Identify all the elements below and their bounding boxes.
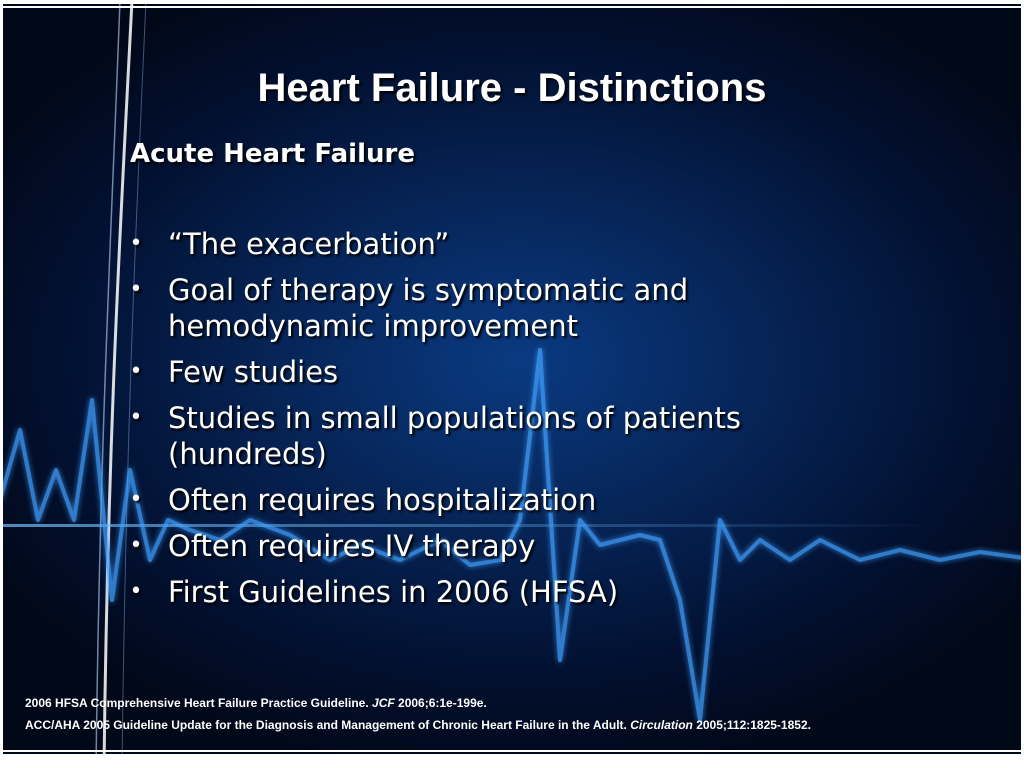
bullet-text: Studies in small populations of patients (hundreds) — [168, 401, 742, 471]
references — [25, 692, 1015, 736]
frame-left-border — [0, 0, 3, 768]
bullet-text: Often requires hospitalization — [168, 483, 597, 517]
reference-citation: 2005;112:1825-1852. — [692, 718, 811, 732]
bullet-dot: • — [129, 231, 143, 256]
bullet-list — [126, 226, 886, 620]
bullet-dot: • — [129, 277, 143, 302]
slide-title: Heart Failure - Distinctions — [257, 66, 767, 110]
bullet-text: Few studies — [168, 355, 339, 389]
bullet-dot: • — [129, 359, 143, 384]
bullet-item — [126, 354, 886, 390]
reference-item — [25, 692, 1015, 714]
bullet-dot: • — [129, 487, 143, 512]
reference-journal: JCF — [372, 696, 395, 710]
bullet-dot: • — [129, 579, 143, 604]
bullet-item — [126, 528, 886, 564]
bullet-item — [126, 482, 886, 518]
frame-bottom-thin-border — [0, 750, 1024, 752]
reference-text: 2006 HFSA Comprehensive Heart Failure Practice Guideline. — [25, 696, 373, 710]
bullet-text: First Guidelines in 2006 (HFSA) — [168, 575, 619, 609]
reference-text: ACC/AHA 2005 Guideline Update for the Diagnosis and Management of Chronic Heart Failure in the Adult. — [25, 718, 631, 732]
sweep-line-2 — [96, 0, 120, 768]
bullet-item — [126, 400, 886, 472]
bullet-text: Often requires IV therapy — [168, 529, 536, 563]
bullet-text: Goal of therapy is symptomatic and hemodynamic improvement — [168, 273, 689, 343]
frame-top-thin-border — [0, 6, 1024, 8]
reference-journal: Circulation — [630, 718, 693, 732]
reference-item — [25, 714, 1015, 736]
frame-top-border — [0, 0, 1024, 4]
bullet-dot: • — [129, 405, 143, 430]
bullet-dot: • — [129, 533, 143, 558]
reference-citation: 2006;6:1e-199e. — [394, 696, 487, 710]
frame-bottom-border — [0, 754, 1024, 768]
bullet-item — [126, 226, 886, 262]
slide-subtitle: Acute Heart Failure — [130, 139, 415, 169]
bullet-item — [126, 574, 886, 610]
bullet-text: “The exacerbation” — [168, 227, 450, 261]
bullet-item — [126, 272, 886, 344]
